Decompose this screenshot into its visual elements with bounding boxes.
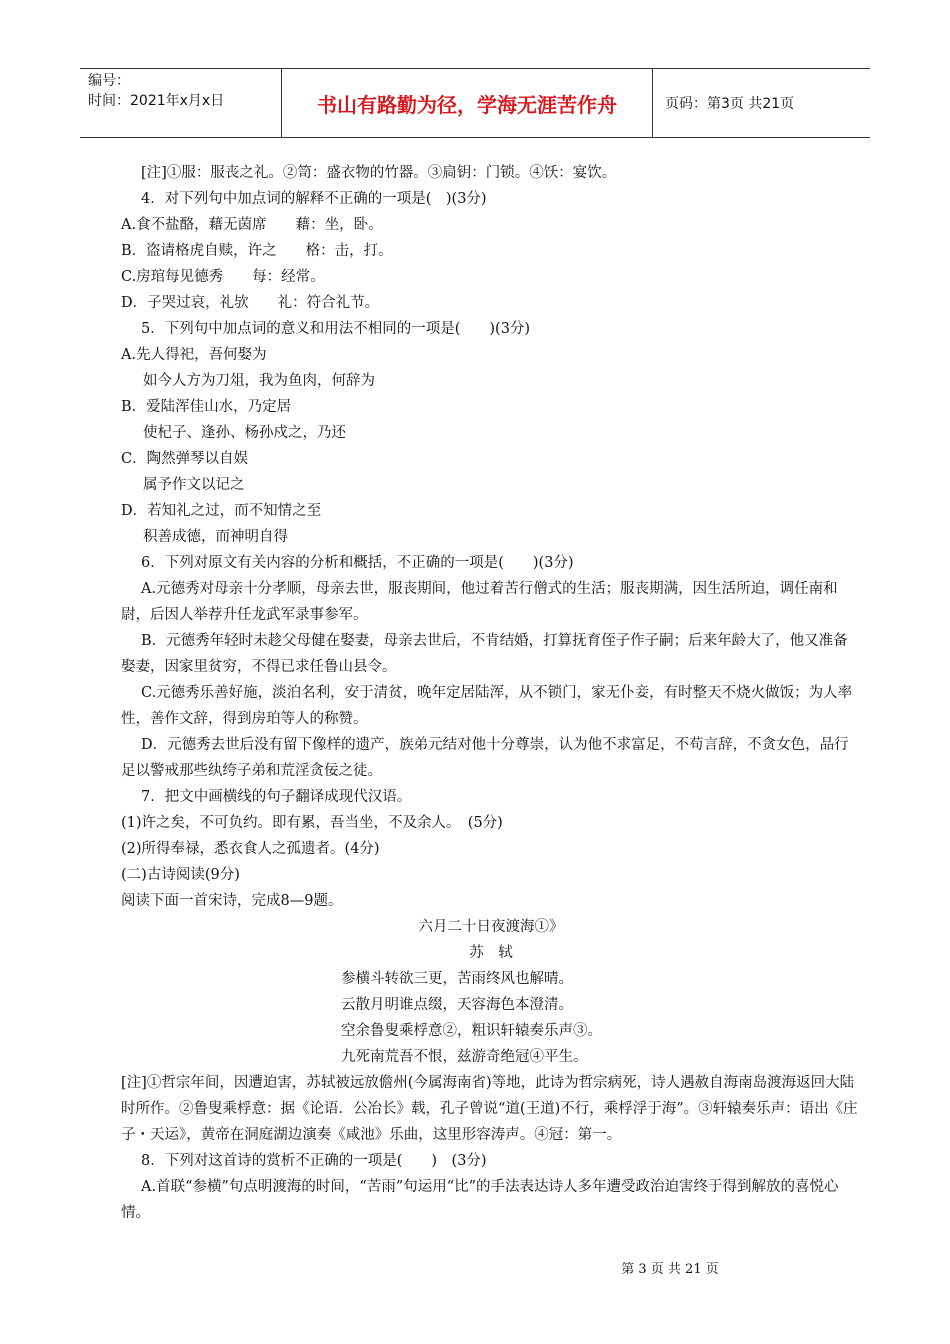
number-label: 编号： [88,73,130,89]
question-4: 4．对下列句中加点词的解释不正确的一项是( )(3分) [141,191,487,207]
q5-option-c2: 属予作文以记之 [143,477,245,493]
question-8: 8．下列对这首诗的赏析不正确的一项是( ) (3分) [141,1153,487,1169]
q5-option-a1: A.先人得祀，吾何娶为 [121,347,267,363]
q5-option-d1: D．若知礼之过，而不知情之至 [121,503,322,519]
note-line: [注]①服：服丧之礼。②笥：盛衣物的竹器。③扃钥：门锁。④饫：宴饮。 [141,165,617,181]
document-body [121,160,861,1226]
q6-option-a: A.元德秀对母亲十分孝顺，母亲去世，服丧期间，他过着苦行僧式的生活；服丧期满，因生活所迫，调任南和尉，后因人举荐升任龙武军录事参军。 [121,581,838,623]
q6-option-d: D．元德秀去世后没有留下像样的遗产，族弟元结对他十分尊崇，认为他不求富足，不苟言辞，不贪女色，品行足以警戒那些纨绔子弟和荒淫贪佞之徒。 [121,737,849,779]
q7-part-1: (1)许之矣，不可负约。即有累，吾当坐，不及余人。 (5分) [121,815,503,831]
poem-verse: 云散月明谁点缀，天容海色本澄清。 [341,997,573,1013]
reading-instruction: 阅读下面一首宋诗，完成8—9题。 [121,893,343,909]
q8-option-a: A.首联“参横”句点明渡海的时间，“苦雨”句运用“比”的手法表达诗人多年遭受政治迫害终于得到解放的喜悦心情。 [121,1179,839,1221]
q5-option-a2: 如今人方为刀俎，我为鱼肉，何辞为 [143,373,375,389]
header-meta [80,69,282,137]
q7-part-2: (2)所得奉禄，悉衣食人之孤遗者。(4分) [121,841,380,857]
q6-options [121,576,861,784]
q4-option-b: B．盗请格虎自赎，许之 格：击，打。 [121,243,393,259]
question-6: 6．下列对原文有关内容的分析和概括，不正确的一项是( )(3分) [141,555,574,571]
page-footer: 第 3 页 共 21 页 [621,1262,719,1277]
poem-note: [注]①哲宗年间，因遭迫害，苏轼被远放儋州(今属海南省)等地，此诗为哲宗病死，诗人遇赦自海南岛渡海返回大陆时所作。②鲁叟乘桴意：据《论语．公冶长》载，孔子曾说“道(王道)不行，乘桴浮于海”。③轩辕奏乐声：语出《庄子・天运》，黄帝在洞庭湖边演奏《咸池》乐曲，这里形容涛声。④冠：第一。 [121,1075,858,1143]
question-7: 7．把文中画横线的句子翻译成现代汉语。 [141,789,412,805]
header-page-info: 页码：第3页 共21页 [665,96,795,112]
q5-option-b1: B．爱陆浑佳山水，乃定居 [121,399,292,415]
q4-option-d: D．子哭过哀，礼欤 礼：符合礼节。 [121,295,380,311]
q5-option-b2: 使杞子、逢孙、杨孙戍之，乃还 [143,425,346,441]
poem-verse: 参横斗转欲三更，苦雨终风也解晴。 [341,971,573,987]
q4-option-c: C.房琯每见德秀 每：经常。 [121,269,325,285]
q5-option-d2: 积善成德，而神明自得 [143,529,288,545]
time-label: 时间：2021年x月x日 [88,93,225,109]
q4-option-a: A.食不盐酪，藉无茵席 藉：坐，卧。 [121,217,383,233]
poem-verse: 空余鲁叟乘桴意②，粗识轩辕奏乐声③。 [341,1023,602,1039]
poem-author: 苏 轼 [469,945,513,961]
q6-option-c: C.元德秀乐善好施，淡泊名利，安于清贫，晚年定居陆浑，从不锁门，家无仆妾，有时整天不烧火做饭；为人率性，善作文辞，得到房珀等人的称赞。 [121,685,853,727]
header-motto: 书山有路勤为径，学海无涯苦作舟 [282,69,653,137]
poem-title: 六月二十日夜渡海①》 [418,919,564,935]
section-heading: (二)古诗阅读(9分) [121,867,240,883]
poem-verse: 九死南荒吾不恨，兹游奇绝冠④平生。 [341,1049,588,1065]
page-header [80,68,870,138]
q6-option-b: B．元德秀年轻时未趁父母健在娶妻，母亲去世后，不肯结婚，打算抚育侄子作子嗣；后来年龄大了，他又准备娶妻，因家里贫穷，不得已求任鲁山县令。 [121,633,848,675]
question-5: 5．下列句中加点词的意义和用法不相同的一项是( )(3分) [141,321,531,337]
q5-option-c1: C．陶然弹琴以自娱 [121,451,249,467]
